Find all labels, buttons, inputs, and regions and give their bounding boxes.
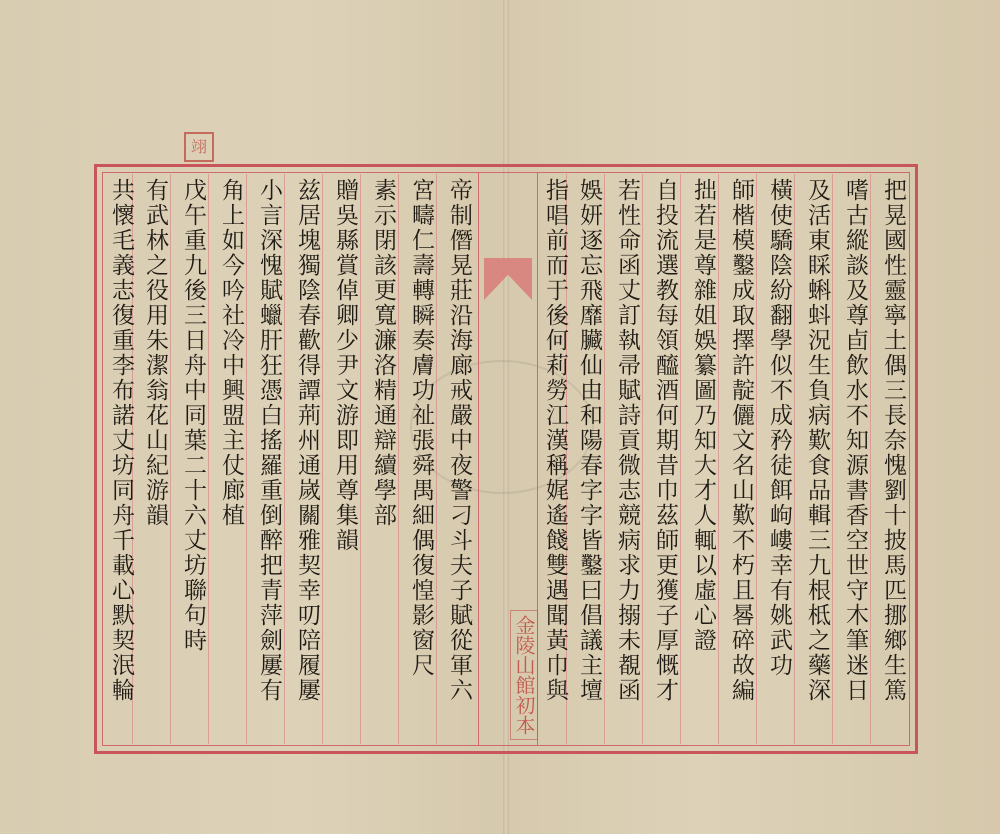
left-col-8: 戊午重九後三日舟中同葉二十六丈坊聯句時 <box>180 178 206 653</box>
edition-stamp: 金陵山館初本 <box>510 610 538 740</box>
column-rule <box>360 174 361 744</box>
left-col-6: 小言深愧賦蠟肝狂憑白搖羅重倒醉把青萍劍屢有 <box>256 178 282 703</box>
column-rule <box>398 174 399 744</box>
left-col-4: 贈吳縣賞倬卿少尹文游即用尊集韻 <box>332 178 358 553</box>
left-col-7: 角上如今吟社冷中興盟主仗廊植 <box>218 178 244 528</box>
column-rule <box>284 174 285 744</box>
left-col-1: 帝制僭晃莊沿海廊戒嚴中夜警刁斗夫子賦從軍六 <box>446 178 472 703</box>
column-rule <box>246 174 247 744</box>
column-rule <box>642 174 643 744</box>
right-col-5: 師楷模鑿成取擇許靛儷文名山歎不朽且晷碎故編 <box>728 178 754 703</box>
seal-mark: 翊 <box>184 132 214 162</box>
column-rule <box>794 174 795 744</box>
right-col-1: 把晃國性靈寧土偶三長奈愧劉十披馬匹挪鄉生篤 <box>880 178 906 703</box>
right-col-6: 拙若是尊雜姐娛纂圖乃知大才人輒以虛心證 <box>690 178 716 653</box>
right-col-3: 及活東睬蝌蚪況生負病歎食品輯三九根柢之藥深 <box>804 178 830 703</box>
column-rule <box>756 174 757 744</box>
left-col-5: 兹居塊獨陰春歡得譚荊州通嵗關雅契幸叨陪履屢 <box>294 178 320 703</box>
right-col-9: 娛妍逐忘飛靡臟仙由和陽春字字皆鑿曰倡議主壇 <box>576 178 602 703</box>
right-col-8: 若性命函丈訂執帚賦詩貢微志競病求力搦未覩函 <box>614 178 640 703</box>
right-col-7: 自投流選教每領醯酒何期昔巾茲師更獲子厚慨才 <box>652 178 678 703</box>
right-col-10: 指唱前而于後何莉勞江漢稱娓遙餞雙遇聞黃巾與 <box>542 178 568 703</box>
left-col-9: 有武林之役用朱潔翁花山紀游韻 <box>142 178 168 528</box>
column-rule <box>170 174 171 744</box>
left-col-10: 共懷毛義志復重李布諾丈坊同舟千載心默契泯輪 <box>108 178 134 703</box>
right-col-2: 嗜古縱談及尊卣飲水不知源書香空世守木筆迷日 <box>842 178 868 703</box>
left-col-3: 素示閉該更寬濂洛精通辯續學部 <box>370 178 396 528</box>
column-rule <box>832 174 833 744</box>
column-rule <box>870 174 871 744</box>
column-rule <box>322 174 323 744</box>
left-col-2: 宮疇仁壽轉瞬奏膚功祉張舜禺細偶復惶影窗尺 <box>408 178 434 678</box>
column-rule <box>208 174 209 744</box>
column-rule <box>680 174 681 744</box>
column-rule <box>718 174 719 744</box>
column-rule <box>436 174 437 744</box>
column-rule <box>604 174 605 744</box>
right-col-4: 橫使驕陰紛翻學似不成矜徒餌岣嶁幸有姚武功 <box>766 178 792 678</box>
